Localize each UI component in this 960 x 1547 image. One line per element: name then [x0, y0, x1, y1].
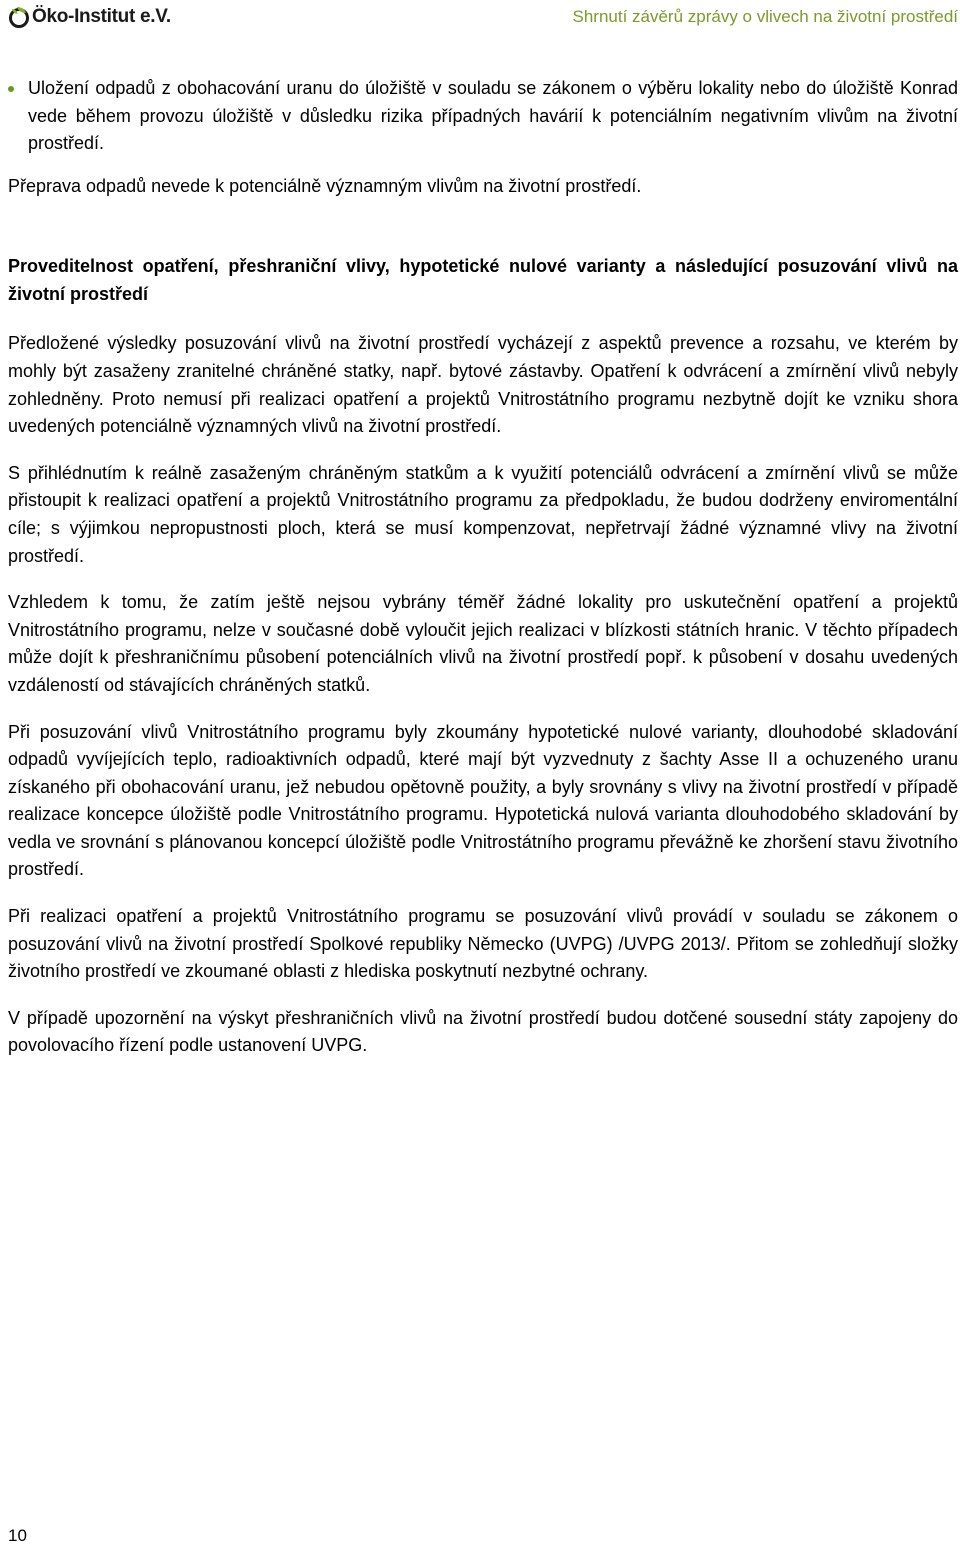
paragraph-zero-variants: Při posuzování vlivů Vnitrostátního programu byly zkoumány hypotetické nulové varianty, dlouhodobé skladování odpadů vyvíjejících teplo, radioaktivních odpadů, které mají být vyzvednuty z šachty Asse II a ochuzeného uranu získaného při obohacování uranu, jež nebudou opětovně použity, a byly srovnány s vlivy na životní prostředí v případě realizace koncepce úložiště podle Vnitrostátního programu. Hypotetická nulová varianta dlouhodobého skladování by vedla ve srovnání s plánovanou koncepcí úložiště podle Vnitrostátního programu převážně ke zhoršení stavu životního prostředí.: [8, 721, 958, 880]
document-body: [8, 75, 958, 1060]
page-header: [8, 4, 958, 30]
header-title: Shrnutí závěrů zprávy o vlivech na životní prostředí: [572, 7, 958, 26]
paragraph-eia-procedure: Při realizaci opatření a projektů Vnitrostátního programu se posuzování vlivů provádí v souladu se zákonem o posuzování vlivů na životní prostředí Spolkové republiky Německo (UVPG) /UVPG 2013/. Přitom se zohledňují složky životního prostředí ve zkoumané oblasti z hlediska poskytnutí nezbytné ochrany.: [8, 906, 958, 982]
section-heading: Proveditelnost opatření, přeshraniční vlivy, hypotetické nulové varianty a následující posuzování vlivů na životní prostředí: [8, 256, 958, 305]
logo-text: Öko-Institut e.V.: [32, 6, 171, 27]
logo-leaf-icon: [8, 6, 30, 28]
paragraph-neighbouring-states: V případě upozornění na výskyt přeshraničních vlivů na životní prostředí budou dotčené sousední státy zapojeny do povolovacího řízení podle ustanovení UVPG.: [8, 1007, 958, 1056]
bullet-text: Uložení odpadů z obohacování uranu do úložiště v souladu se zákonem o výběru lokality nebo do úložiště Konrad vede během provozu úložiště v důsledku rizika případných havárií k potenciálním negativním vlivům na životní prostředí.: [28, 78, 958, 154]
paragraph-mitigation: S přihlédnutím k reálně zasaženým chráněným statkům a k využití potenciálů odvrácení a zmírnění vlivů se může přistoupit k realizaci opatření a projektů Vnitrostátního programu za předpokladu, že budou dodrženy enviromentální cíle; s výjimkou nepropustnosti ploch, která se musí kompenzovat, nepřetrvají žádné významné vlivy na životní prostředí.: [8, 462, 958, 566]
paragraph-transboundary: Vzhledem k tomu, že zatím ještě nejsou vybrány téměř žádné lokality pro uskutečnění opatření a projektů Vnitrostátního programu, nelze v současné době vyloučit jejich realizaci v blízkosti státních hranic. V těchto případech může dojít k přeshraničnímu působení potenciálních vlivů na životní prostředí popř. k působení v dosahu uvedených vzdáleností od stávajících chráněných statků.: [8, 592, 958, 695]
transport-paragraph: Přeprava odpadů nevede k potenciálně významným vlivům na životní prostředí.: [8, 175, 642, 196]
oko-institut-logo: [8, 4, 171, 30]
bullet-item: [8, 75, 958, 158]
paragraph-results: Předložené výsledky posuzování vlivů na životní prostředí vycházejí z aspektů prevence a rozsahu, ve kterém by mohly být zasaženy zranitelné chráněné statky, např. bytové zástavby. Opatření k odvrácení a zmírnění vlivů nebyly zohledněny. Proto nemusí při realizaci opatření a projektů Vnitrostátního programu nezbytně dojít ke vzniku shora uvedených potenciálně významných vlivů na životní prostředí.: [8, 333, 958, 437]
bullet-dot-icon: [8, 86, 14, 92]
page-number: 10: [8, 1526, 27, 1545]
